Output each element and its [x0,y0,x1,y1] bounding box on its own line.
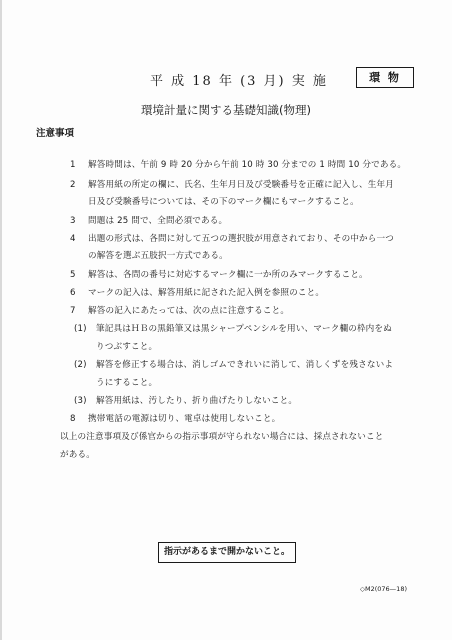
note-item-4-continuation: の解答を選ぶ五肢択一方式である。 [88,251,228,261]
do-not-open-notice: 指示があるまで開かないこと。 [158,542,296,563]
exam-title: 環境計量に関する基礎知識(物理) [141,103,311,117]
subitem-number: (1) [74,324,87,334]
subitem-number: (3) [74,396,87,406]
subitem-text: 解答を修正する場合は、消しゴムできれいに消して、消しくずを残さないよ [96,360,394,370]
note-item-5 [70,268,368,280]
note-text: 解答時間は、午前 9 時 20 分から午前 10 時 30 分までの 1 時間 10 分である。 [88,160,407,170]
closing-statement: 以上の注意事項及び係官からの指示事項が守られない場合には、採点されないこと [60,432,384,442]
note-subitem-1-continuation: りつぶすこと。 [96,342,158,352]
scan-edge [0,0,2,640]
note-item-2-continuation: 日及び受験番号については、その下のマーク欄にもマークすること。 [88,197,359,207]
note-number: 7 [70,306,76,316]
note-item-7 [70,304,289,316]
note-item-4 [70,232,394,244]
note-text: マークの記入は、解答用紙に記された記入例を参照のこと。 [88,288,325,298]
note-item-1 [70,158,406,170]
note-item-3 [70,214,227,226]
note-text: 問題は 25 問で、全問必須である。 [88,216,228,226]
note-text: 解答は、各問の番号に対応するマーク欄に一か所のみマークすること。 [88,270,368,280]
subject-code-box: 環 物 [356,67,414,88]
note-subitem-3 [74,394,297,406]
subitem-number: (2) [74,360,87,370]
note-text: 解答の記入にあたっては、次の点に注意すること。 [88,306,290,316]
exam-date-line: 平 成 18 年 (3 月) 実 施 [150,74,328,89]
note-text: 出題の形式は、各問に対して五つの選択肢が用意されており、その中から一つ [88,234,395,244]
note-item-6 [70,286,324,298]
note-number: 1 [70,160,76,170]
document-code: ◇M2(076—18) [360,585,407,593]
note-number: 5 [70,270,76,280]
subitem-text: 筆記具はＨＢの黒鉛筆又は黒シャープペンシルを用い、マーク欄の枠内をぬ [96,324,392,334]
note-item-8 [70,412,280,424]
note-text: 解答用紙の所定の欄に、氏名、生年月日及び受験番号を正確に記入し、生年月 [88,180,395,190]
closing-statement-continuation: がある。 [60,450,95,460]
note-item-2 [70,178,394,190]
note-subitem-2-continuation: うにすること。 [96,378,158,388]
note-number: 4 [70,234,76,244]
note-subitem-2 [74,358,393,370]
subitem-text: 解答用紙は、汚したり、折り曲げたりしないこと。 [96,396,298,406]
notes-heading: 注意事項 [36,128,75,139]
note-number: 6 [70,288,76,298]
note-number: 3 [70,216,76,226]
note-text: 携帯電話の電源は切り、電卓は使用しないこと。 [88,414,281,424]
note-subitem-1 [74,322,392,334]
note-number: 2 [70,180,76,190]
note-number: 8 [70,414,76,424]
